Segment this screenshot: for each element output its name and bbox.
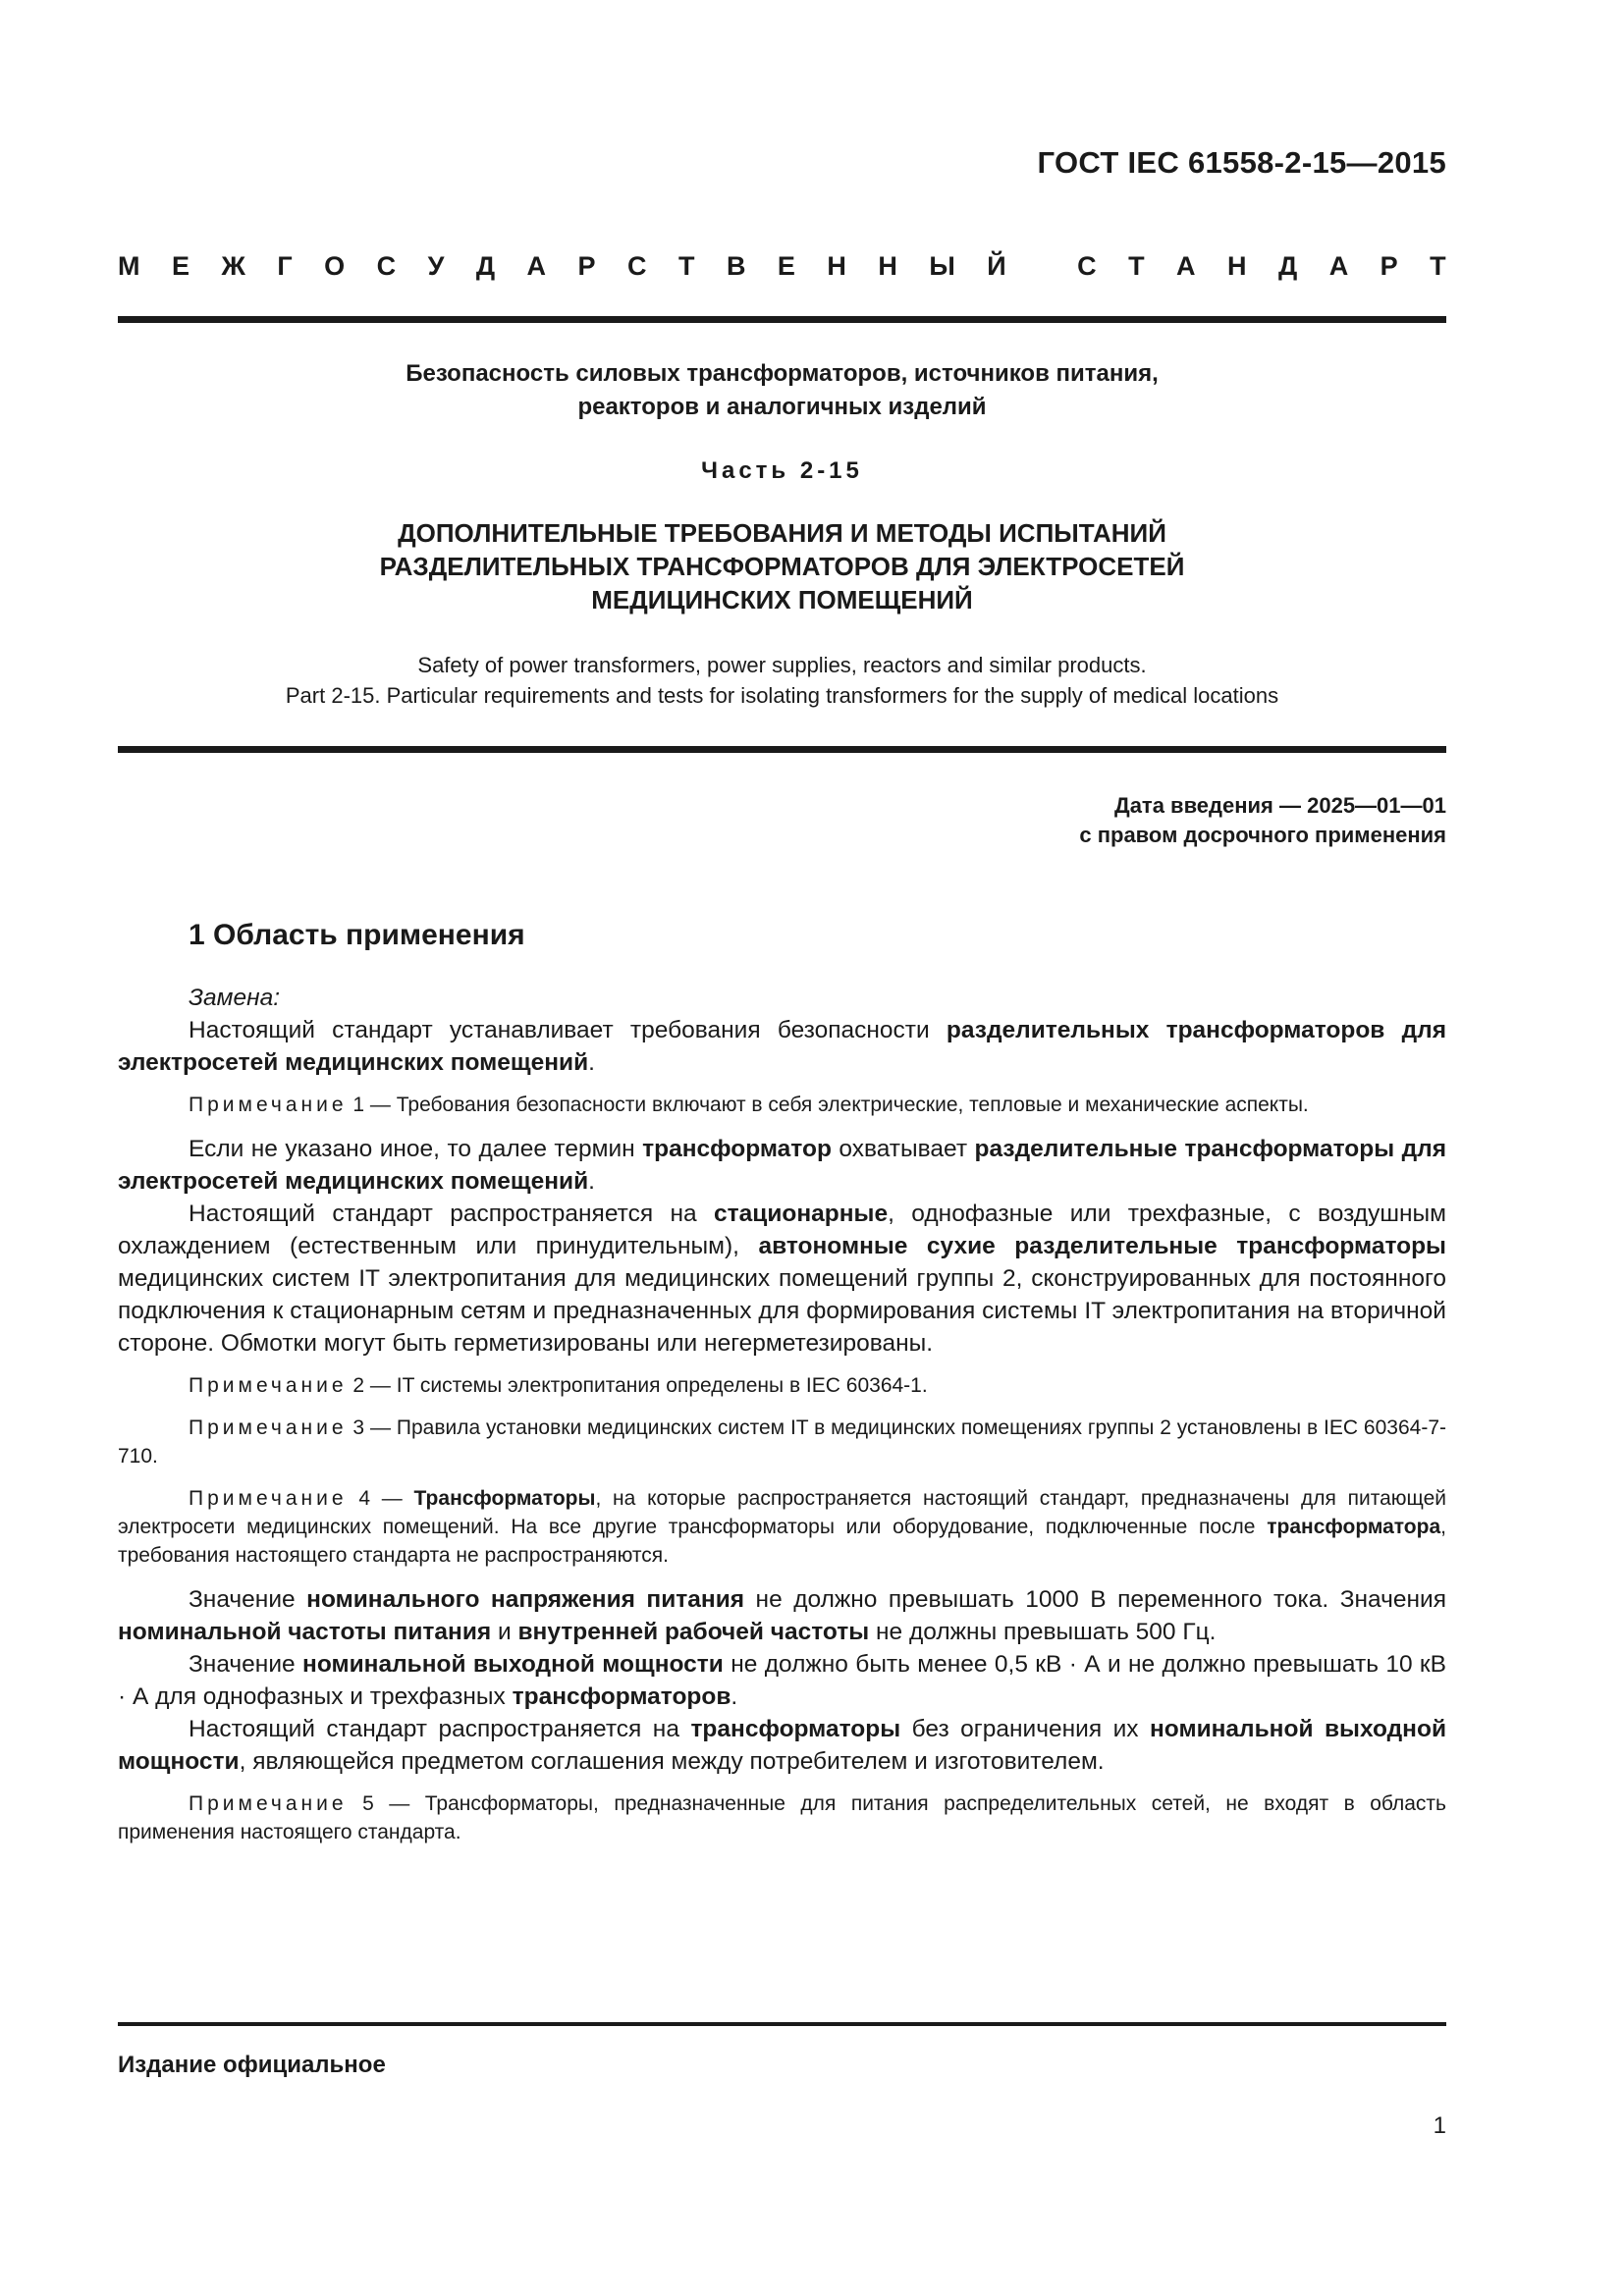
part-number: Часть 2-15 bbox=[701, 457, 863, 484]
standard-type-letter: Н bbox=[878, 251, 897, 281]
paragraph-1: Настоящий стандарт устанавливает требования безопасности разделительных трансформаторов для электросетей медицинских помещений. bbox=[118, 1017, 1446, 1076]
standard-type-letter: Г bbox=[277, 251, 293, 281]
standard-type-letter: Д bbox=[1277, 251, 1298, 281]
standard-type-letter: В bbox=[726, 251, 746, 281]
standard-type-letter: Р bbox=[577, 251, 596, 281]
standard-type-letter: С bbox=[1077, 251, 1097, 281]
paragraph-3: Настоящий стандарт распространяется на стационарные, однофазные или трехфазные, с воздушным охлаждением (естественным или принудительным), автономные сухие разделительные трансформаторы медицинских систем IT электропитания для медицинских помещений группы 2, сконструированных для постоянного подключения к стационарным сетям и предназначенных для формирования системы IT электропитания на вторичной стороне. Обмотки могут быть герметизированы или негерметезированы. bbox=[118, 1201, 1446, 1357]
standard-type-letter: Т bbox=[1128, 251, 1145, 281]
title-caps-line1: ДОПОЛНИТЕЛЬНЫЕ ТРЕБОВАНИЯ И МЕТОДЫ ИСПЫТАНИЙ bbox=[398, 518, 1166, 548]
note-5: Примечание 5 — Трансформаторы, предназначенные для питания распределительных сетей, не входят в область применения настоящего стандарта. bbox=[118, 1792, 1446, 1843]
note-1: Примечание 1 — Требования безопасности включают в себя электрические, тепловые и механические аспекты. bbox=[189, 1094, 1309, 1116]
footer-rule bbox=[118, 2022, 1446, 2026]
title-russian-line2: реакторов и аналогичных изделий bbox=[577, 394, 987, 420]
note-2: Примечание 2 — IT системы электропитания определены в IEC 60364-1. bbox=[189, 1374, 928, 1397]
introduction-date-block bbox=[1079, 791, 1446, 850]
document-page bbox=[118, 0, 1446, 2296]
standard-type-letter: С bbox=[376, 251, 397, 281]
standard-type-letter: С bbox=[627, 251, 647, 281]
header-rule bbox=[118, 316, 1446, 323]
standard-type-letter: Т bbox=[677, 251, 695, 281]
section-heading: 1 Область применения bbox=[189, 919, 525, 951]
page-number: 1 bbox=[1433, 2112, 1446, 2139]
standard-type-letter: Т bbox=[1430, 251, 1446, 281]
section-body bbox=[118, 982, 1446, 1860]
official-edition-label: Издание официальное bbox=[118, 2052, 386, 2078]
standard-type-letter: М bbox=[118, 251, 140, 281]
introduction-date: Дата введения — 2025—01—01 bbox=[1114, 793, 1446, 818]
paragraph-2: Если не указано иное, то далее термин трансформатор охватывает разделительные трансформаторы для электросетей медицинских помещений. bbox=[118, 1136, 1447, 1195]
standard-type-letter bbox=[1038, 251, 1046, 282]
standard-type-letter: А bbox=[1176, 251, 1196, 281]
document-number: ГОСТ IEC 61558-2-15—2015 bbox=[1037, 145, 1446, 180]
title-caps-line2: РАЗДЕЛИТЕЛЬНЫХ ТРАНСФОРМАТОРОВ ДЛЯ ЭЛЕКТРОСЕТЕЙ bbox=[379, 552, 1185, 581]
title-caps-line3: МЕДИЦИНСКИХ ПОМЕЩЕНИЙ bbox=[591, 585, 973, 614]
title-caps bbox=[118, 516, 1446, 616]
paragraph-5: Значение номинальной выходной мощности не должно быть менее 0,5 кВ · А и не должно превышать 10 кВ · А для однофазных и трехфазных трансформаторов. bbox=[118, 1651, 1446, 1710]
standard-type-letter: Ж bbox=[221, 251, 245, 281]
standard-type-heading bbox=[118, 251, 1446, 282]
standard-type-letter: Д bbox=[475, 251, 496, 281]
title-russian-line1: Безопасность силовых трансформаторов, источников питания, bbox=[406, 360, 1159, 387]
standard-type-letter: У bbox=[427, 251, 445, 281]
standard-type-letter: Н bbox=[827, 251, 846, 281]
replacement-label: Замена: bbox=[189, 985, 280, 1011]
note-3: Примечание 3 — Правила установки медицинских систем IT в медицинских помещениях группы 2 установлены в IEC 60364-7-710. bbox=[118, 1416, 1446, 1468]
standard-type-letter: Й bbox=[987, 251, 1006, 281]
standard-type-letter: Н bbox=[1227, 251, 1247, 281]
paragraph-4: Значение номинального напряжения питания не должно превышать 1000 В переменного тока. Значения номинальной частоты питания и внутренней рабочей частоты не должны превышать 500 Гц. bbox=[118, 1586, 1446, 1645]
standard-type-letter: Р bbox=[1380, 251, 1398, 281]
title-english-line2: Part 2-15. Particular requirements and tests for isolating transformers for the supply of medical locations bbox=[285, 683, 1279, 708]
standard-type-letter: Е bbox=[777, 251, 795, 281]
note-4: Примечание 4 — Трансформаторы, на которые распространяется настоящий стандарт, предназначены для питающей электросети медицинских помещений. На все другие трансформаторы или оборудование, подключенные после трансформатора, требования настоящего стандарта не распространяются. bbox=[118, 1487, 1447, 1567]
paragraph-6: Настоящий стандарт распространяется на трансформаторы без ограничения их номинальной выходной мощности, являющейся предметом соглашения между потребителем и изготовителем. bbox=[118, 1716, 1447, 1775]
standard-type-letter: О bbox=[324, 251, 346, 281]
standard-type-letter: А bbox=[1328, 251, 1349, 281]
standard-type-letter: А bbox=[526, 251, 547, 281]
title-rule bbox=[118, 746, 1446, 753]
standard-type-letter: Е bbox=[171, 251, 189, 281]
early-application: с правом досрочного применения bbox=[1079, 823, 1446, 847]
standard-type-letter: Ы bbox=[929, 251, 955, 281]
title-russian bbox=[118, 357, 1446, 424]
title-english bbox=[118, 650, 1446, 711]
title-english-line1: Safety of power transformers, power supplies, reactors and similar products. bbox=[417, 653, 1147, 677]
